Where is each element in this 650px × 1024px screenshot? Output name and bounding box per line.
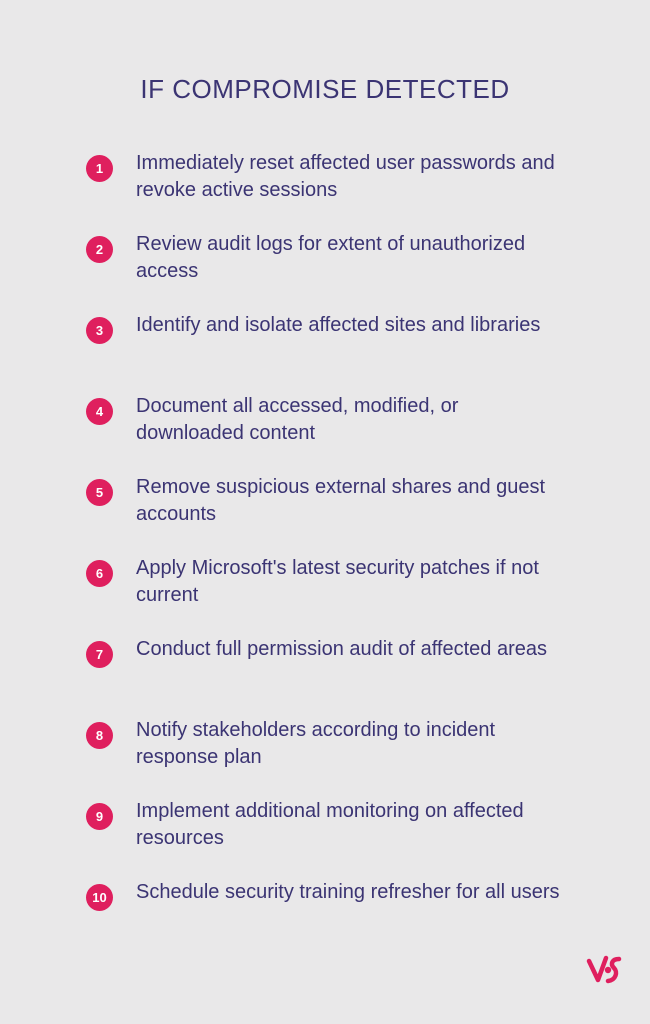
- step-number-badge: 5: [86, 479, 113, 506]
- list-item: [86, 393, 566, 474]
- step-text: Schedule security training refresher for all users: [136, 881, 560, 903]
- step-number-badge: 1: [86, 155, 113, 182]
- list-item: [86, 474, 566, 555]
- step-number-badge: 9: [86, 803, 113, 830]
- list-item: [86, 150, 566, 231]
- page-title: IF COMPROMISE DETECTED: [140, 74, 510, 104]
- step-text: Identify and isolate affected sites and libraries: [136, 314, 541, 336]
- step-text: Conduct full permission audit of affected areas: [136, 638, 547, 660]
- step-number-badge: 7: [86, 641, 113, 668]
- step-text: Notify stakeholders according to incident response plan: [136, 719, 496, 768]
- list-item: [86, 555, 566, 636]
- list-item: [86, 312, 566, 393]
- step-text: Apply Microsoft's latest security patches if not current: [136, 557, 539, 606]
- list-item: [86, 798, 566, 879]
- step-number-badge: 8: [86, 722, 113, 749]
- step-text: Document all accessed, modified, or downloaded content: [136, 395, 459, 444]
- step-text: Remove suspicious external shares and guest accounts: [136, 476, 546, 525]
- step-text: Review audit logs for extent of unauthorized access: [136, 233, 526, 282]
- step-number-badge: 3: [86, 317, 113, 344]
- step-text: Implement additional monitoring on affected resources: [136, 800, 524, 849]
- step-number-badge: 6: [86, 560, 113, 587]
- step-text: Immediately reset affected user passwords and revoke active sessions: [136, 152, 555, 201]
- step-number-badge: 10: [86, 884, 113, 911]
- brand-logo-icon: [586, 952, 624, 988]
- list-item: [86, 636, 566, 717]
- step-number-badge: 4: [86, 398, 113, 425]
- list-item: [86, 231, 566, 312]
- steps-list: [86, 150, 566, 960]
- list-item: [86, 879, 566, 960]
- step-number-badge: 2: [86, 236, 113, 263]
- list-item: [86, 717, 566, 798]
